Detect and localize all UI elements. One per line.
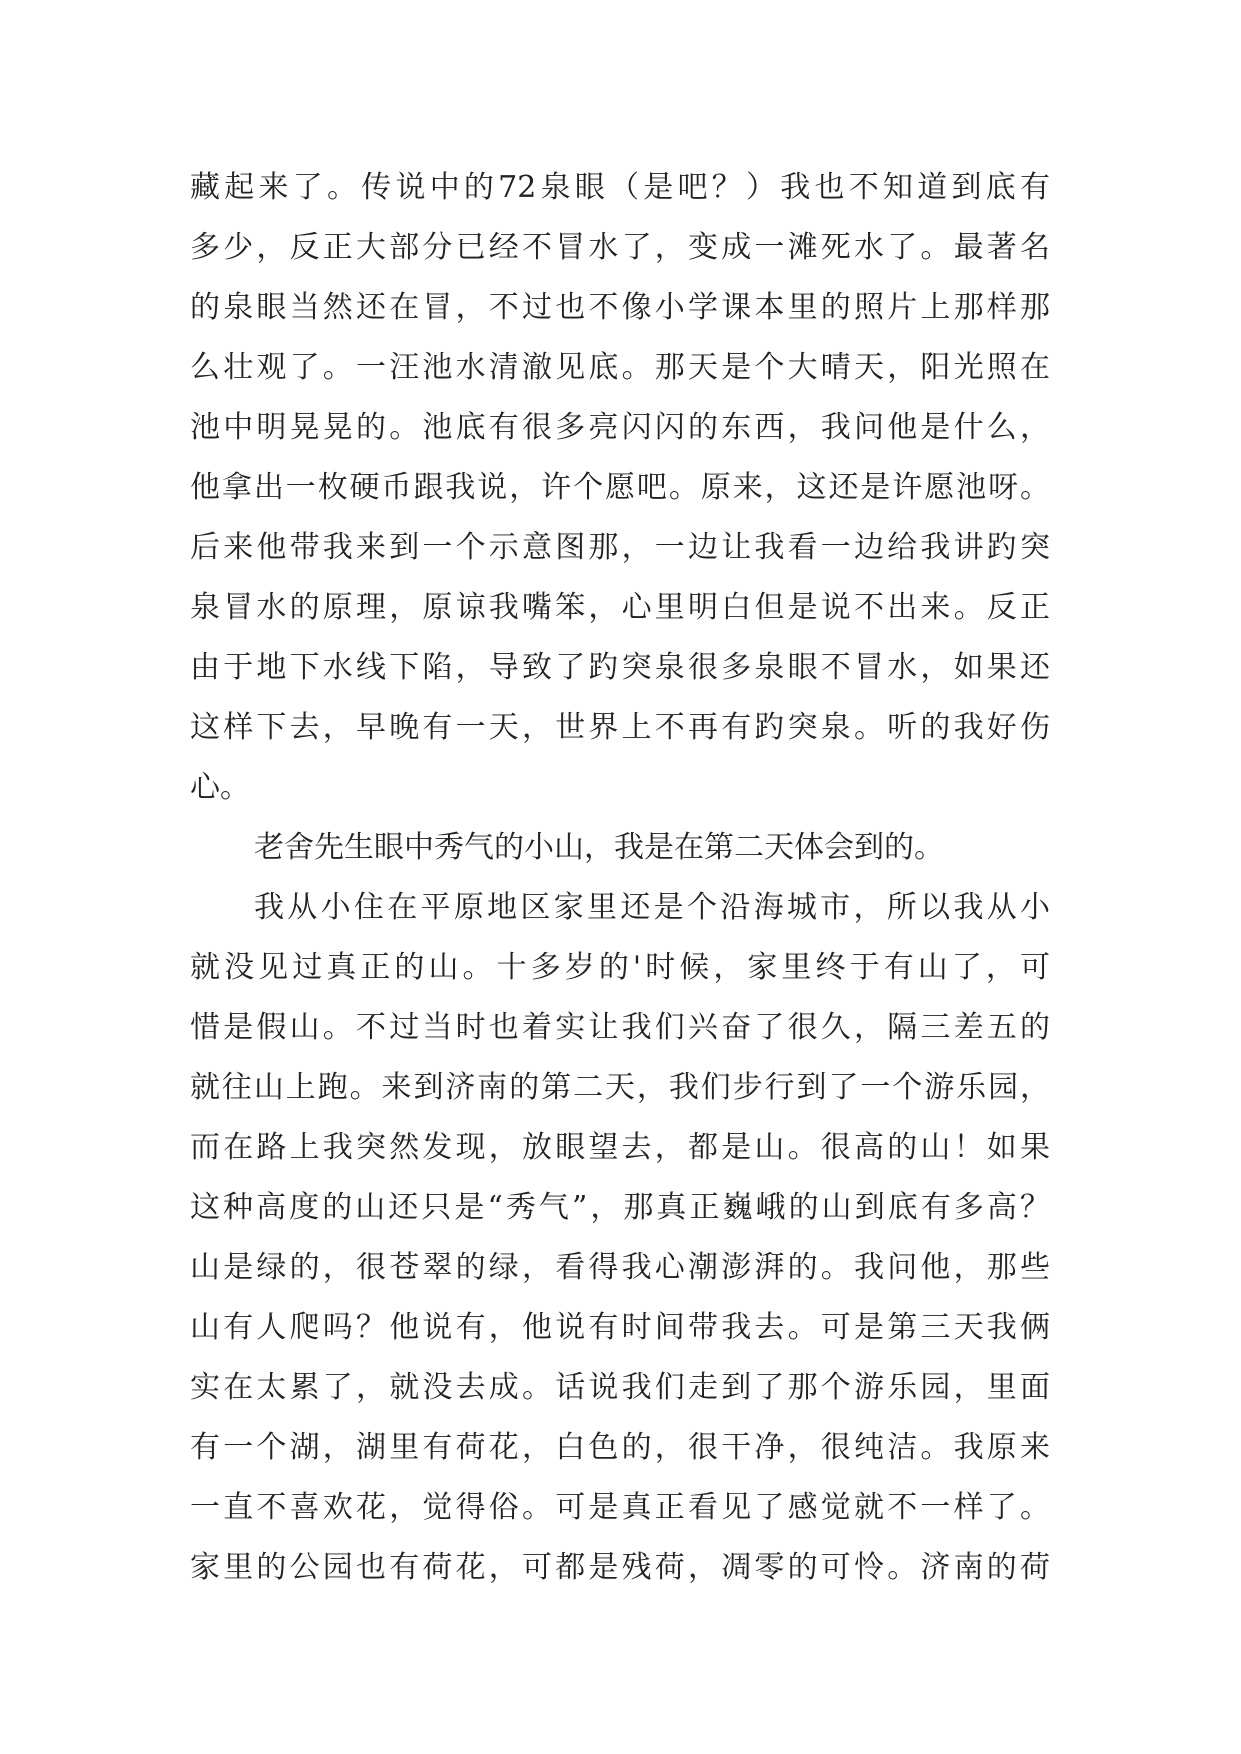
paragraph: [190, 158, 1050, 818]
text-line: 心。: [190, 770, 250, 805]
text-line: 泉冒水的原理，原谅我嘴笨，心里明白但是说不出来。反正: [190, 590, 1050, 625]
text-line: 山是绿的，很苍翠的绿，看得我心潮澎湃的。我问他，那些: [190, 1250, 1050, 1285]
text-line: 家里的公园也有荷花，可都是残荷，凋零的可怜。济南的荷: [190, 1550, 1050, 1585]
text-line: 老舍先生眼中秀气的小山，我是在第二天体会到的。: [254, 830, 944, 865]
text-line: 么壮观了。一汪池水清澈见底。那天是个大晴天，阳光照在: [190, 350, 1050, 385]
document-body: [190, 158, 1050, 1598]
text-line: 由于地下水线下陷，导致了趵突泉很多泉眼不冒水，如果还: [190, 650, 1050, 685]
text-line: 这种高度的山还只是“秀气”，那真正巍峨的山到底有多高？: [190, 1190, 1050, 1225]
text-line: 惜是假山。不过当时也着实让我们兴奋了很久，隔三差五的: [190, 1010, 1050, 1045]
text-line: 的泉眼当然还在冒，不过也不像小学课本里的照片上那样那: [190, 290, 1050, 325]
paragraph: [190, 818, 1050, 878]
text-line: 后来他带我来到一个示意图那，一边让我看一边给我讲趵突: [190, 530, 1050, 565]
text-line: 这样下去，早晚有一天，世界上不再有趵突泉。听的我好伤: [190, 710, 1050, 745]
text-line: 就往山上跑。来到济南的第二天，我们步行到了一个游乐园，: [190, 1070, 1050, 1105]
text-line: 而在路上我突然发现，放眼望去，都是山。很高的山！如果: [190, 1130, 1050, 1165]
text-line: 藏起来了。传说中的72泉眼（是吧？）我也不知道到底有: [190, 170, 1050, 205]
text-line: 有一个湖，湖里有荷花，白色的，很干净，很纯洁。我原来: [190, 1430, 1050, 1465]
text-line: 多少，反正大部分已经不冒水了，变成一滩死水了。最著名: [190, 230, 1050, 265]
text-line: 池中明晃晃的。池底有很多亮闪闪的东西，我问他是什么，: [190, 410, 1050, 445]
text-line: 实在太累了，就没去成。话说我们走到了那个游乐园，里面: [190, 1370, 1050, 1405]
text-line: 我从小住在平原地区家里还是个沿海城市，所以我从小: [254, 890, 1050, 925]
paragraph: [190, 878, 1050, 1598]
text-line: 一直不喜欢花，觉得俗。可是真正看见了感觉就不一样了。: [190, 1490, 1050, 1525]
text-line: 山有人爬吗？他说有，他说有时间带我去。可是第三天我俩: [190, 1310, 1050, 1345]
text-line: 他拿出一枚硬币跟我说，许个愿吧。原来，这还是许愿池呀。: [190, 470, 1050, 505]
text-line: 就没见过真正的山。十多岁的'时候，家里终于有山了，可: [190, 950, 1050, 985]
